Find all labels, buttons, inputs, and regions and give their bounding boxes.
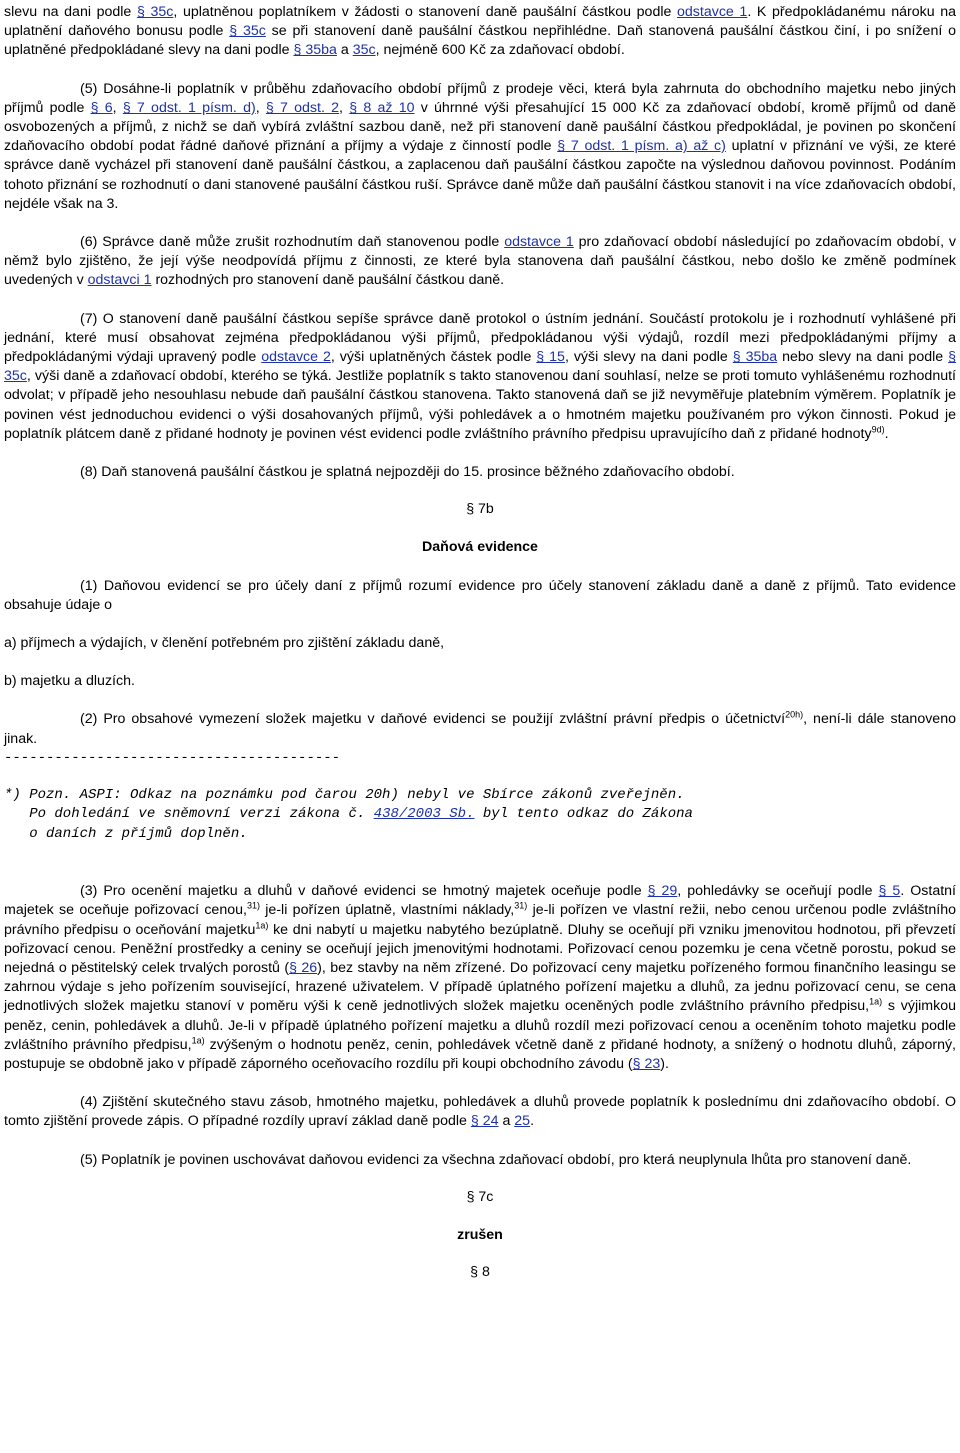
link-35ba-2[interactable]: § 35ba bbox=[732, 349, 778, 366]
paragraph-8: (8) Daň stanovená paušální částkou je splatná nejpozději do 15. prosince běžného zdaňovacího období. bbox=[80, 464, 735, 481]
section-heading-7b: § 7b bbox=[466, 501, 494, 518]
section-heading-8: § 8 bbox=[470, 1264, 490, 1281]
section-title-7b: Daňová evidence bbox=[422, 539, 538, 556]
footnote-ref-20h: 20h) bbox=[785, 709, 804, 720]
link-odstavce-1b[interactable]: odstavce 1 bbox=[504, 234, 574, 251]
paragraph-7: (7) O stanovení daně paušální částkou sepíše správce daně protokol o ústním jednání. Součástí protokolu je i rozhodnutí vyhlášené při jednání, které musí obsahovat zejména předpokládanou výši příjmů, předpokládanou výši výdajů, rozdíl mezi předpokládanými příjmy a předpokládanými výdaji upravený podle odstavce 2, výši uplatněných částek podle § 15, výši slevy na dani podle § 35ba nebo slevy na dani podle § 35c, výši daně a zdaňovací období, kterého se týká. Jestliže poplatník s takto stanovenou daní souhlasí, nelze se proti tomuto vyhlášenému rozhodnutí odvolat; v případě jeho nesouhlasu nebude daň paušální částkou stanovena. Takto stanovená daň se již nevyměřuje platebním výměrem. Poplatník je povinen vést jednoduchou evidenci o výši dosahovaných příjmů, výši pohledávek a o hmotném majetku používaném pro výkon činnosti. Pokud je poplatník plátcem daně z přidané hodnoty je povinen vést evidenci podle zvláštního právního předpisu upravujícího daň z přidané hodnoty$^{9d)}$. bbox=[4, 310, 956, 442]
link-odstavce-1[interactable]: odstavce 1 bbox=[677, 4, 748, 20]
link-odstavci-1[interactable]: odstavci 1 bbox=[87, 272, 152, 289]
link-23[interactable]: § 23 bbox=[632, 1055, 661, 1072]
evidence-paragraph-1: (1) Daňovou evidencí se pro účely daní z příjmů rozumí evidence pro účely stanovení základu daně a daně z příjmů. Tato evidence obsahuje údaje o bbox=[4, 577, 956, 613]
link-7-odst-2[interactable]: § 7 odst. 2 bbox=[265, 99, 340, 116]
link-35c[interactable]: § 35c bbox=[136, 4, 174, 20]
link-odstavce-2[interactable]: odstavce 2 bbox=[261, 349, 331, 366]
footnote-ref-1a-b: 1a) bbox=[869, 996, 883, 1007]
evidence-paragraph-3: (3) Pro ocenění majetku a dluhů v daňové evidenci se hmotný majetek oceňuje podle § 29, pohledávky se oceňují podle § 5. Ostatní majetek se oceňuje pořizovací cenou,$^{31)}$ je-li pořízen úplatně, vlastními náklady,$^{31)}$ je-li pořízen ve vlastní režii, nebo cenou určenou podle zvláštního právního předpisu o oceňování majetku$^{1a)}$ ke dni nabytí u majetku nabytého bezúplatně. Dluhy se oceňují při vzniku jmenovitou hodnotou, při převzetí pořizovací cenou. Peněžní prostředky a ceniny se oceňují jejich jmenovitými hodnotami. Pořizovací cenou pozemku je cena včetně porostu, pokud se nejedná o pěstitelský celek trvalých porostů (§ 26), bez stavby na něm zřízené. Do pořizovací ceny majetku pořízeného formou finančního leasingu se zahrnou výdaje s jeho pořízením související, hrazené uživatelem. V případě úplatného pořízení majetku a dluhů, za jednu pořizovací cenu, se cena jednotlivých složek majetku stanoví v poměru výši k ceně jednotlivých složek majetku oceněných podle zvláštního právního předpisu,$^{1a)}$ s výjimkou peněz, cenin, pohledávek a dluhů. Je-li v případě úplatného pořízení majetku a dluhů rozdíl mezi pořizovací cenou a oceněním tohoto majetku podle zvláštního právního předpisu,$^{1a)}$ zvýšeným o hodnotu peněz, cenin, pohledávek včetně daně z přidané hodnoty, a snížený o hodnotu dluhů, záporný, postupuje se obdobně jako v případě záporného oceňovacího rozdílu při koupi obchodního závodu (§ 23). bbox=[4, 883, 956, 1072]
link-5[interactable]: § 5 bbox=[878, 883, 901, 900]
evidence-paragraph-2: (2) Pro obsahové vymezení složek majetku v daňové evidenci se použijí zvláštní právní předpis o účetnictví$^{20h)}$, není-li dále stanoveno jinak. bbox=[4, 709, 956, 747]
evidence-item-b: b) majetku a dluzích. bbox=[4, 673, 135, 690]
link-35c-2[interactable]: § 35c bbox=[229, 23, 266, 40]
footnote-ref-31: 31) bbox=[246, 900, 260, 911]
link-29[interactable]: § 29 bbox=[647, 883, 678, 900]
document-page bbox=[4, 0, 956, 1282]
evidence-paragraph-4: (4) Zjištění skutečného stavu zásob, hmotného majetku, pohledávek a dluhů provede poplatník k poslednímu dni zdaňovacího období. O tomto zjištění provede zápis. O případné rozdíly upraví základ daně podle § 24 a 25. bbox=[4, 1094, 956, 1130]
note-divider: ---------------------------------------- bbox=[4, 749, 341, 766]
section-title-7c: zrušen bbox=[457, 1226, 503, 1243]
link-8-az-10[interactable]: § 8 až 10 bbox=[349, 99, 415, 116]
footnote-ref-31b: 31) bbox=[514, 900, 528, 911]
link-438-2003[interactable]: 438/2003 Sb. bbox=[373, 806, 475, 823]
evidence-paragraph-5: (5) Poplatník je povinen uschovávat daňovou evidenci za všechna zdaňovací období, pro která neuplynula lhůta pro stanovení daně. bbox=[80, 1151, 912, 1168]
link-35c-4[interactable]: § 35c bbox=[4, 349, 956, 385]
link-24[interactable]: § 24 bbox=[470, 1113, 499, 1130]
link-7-odst-1-pism-a-c[interactable]: § 7 odst. 1 písm. a) až c) bbox=[557, 138, 726, 155]
footnote-ref-1a: 1a) bbox=[255, 919, 269, 930]
evidence-item-a: a) příjmech a výdajích, v členění potřebném pro zjištění základu daně, bbox=[4, 635, 445, 652]
section-heading-7c: § 7c bbox=[466, 1188, 494, 1205]
link-26[interactable]: § 26 bbox=[289, 959, 318, 976]
link-15[interactable]: § 15 bbox=[536, 349, 565, 366]
link-7-odst-1-pism-d[interactable]: § 7 odst. 1 písm. d) bbox=[122, 99, 256, 116]
link-35c-3[interactable]: 35c bbox=[352, 42, 376, 59]
link-6[interactable]: § 6 bbox=[90, 99, 113, 116]
paragraph-intro: slevu na dani podle § 35c, uplatněnou poplatníkem v žádosti o stanovení daně paušální částkou podle odstavce 1. K předpokládanému nároku na uplatnění daňového bonusu podle § 35c se při stanovení daně paušální částkou nepřihlédne. Daň stanovená paušální částkou činí, i po snížení o uplatněné předpokládané slevy na dani podle § 35ba a 35c, nejméně 600 Kč za zdaňovací období. bbox=[4, 4, 956, 59]
paragraph-5: (5) Dosáhne-li poplatník v průběhu zdaňovacího období příjmů z prodeje věci, která byla zahrnuta do obchodního majetku nebo jiných příjmů podle § 6, § 7 odst. 1 písm. d), § 7 odst. 2, § 8 až 10 v úhrnné výši přesahující 15 000 Kč za zdaňovací období, kromě příjmů od daně osvobozených a příjmů, z nichž se daň vybírá zvláštní sazbou daně, než při stanovení daně paušální částkou předpokládal, je povinen po skončení zdaňovacího období podat řádné daňové přiznání a příjmy a výdaje z činností podle § 7 odst. 1 písm. a) až c) uplatní v přiznání ve výši, ze které správce daně vycházel při stanovení daně paušální částkou, a zaplacenou daň paušální částkou započte na výslednou daňovou povinnost. Podáním tohoto přiznání se rozhodnutí o dani stanovené paušální částkou ruší. Správce daně může daň paušální částkou stanovit i na více zdaňovacích období, nejdéle však na 3. bbox=[4, 80, 957, 212]
link-25[interactable]: 25 bbox=[514, 1113, 531, 1130]
footnote-ref-1a-c: 1a) bbox=[191, 1035, 205, 1045]
link-35ba[interactable]: § 35ba bbox=[293, 42, 337, 59]
aspi-note: *) Pozn. ASPI: Odkaz na poznámku pod čarou 20h) nebyl ve Sbírce zákonů zveřejněn. Po dohledání ve sněmovní verzi zákona č. 438/2003 Sb. byl tento odkaz do Zákona o daních z příjmů doplněn. bbox=[4, 786, 693, 842]
footnote-ref: 9d) bbox=[871, 424, 885, 435]
paragraph-6: (6) Správce daně může zrušit rozhodnutím daň stanovenou podle odstavce 1 pro zdaňovací období následující po zdaňovacím období, v němž bylo zjištěno, že její výše neodpovídá příjmu z činnosti, ze které byla stanovena daň paušální částkou, nebo došlo ke změně podmínek uvedených v odstavci 1 rozhodných pro stanovení daně paušální částkou daně. bbox=[4, 234, 957, 289]
